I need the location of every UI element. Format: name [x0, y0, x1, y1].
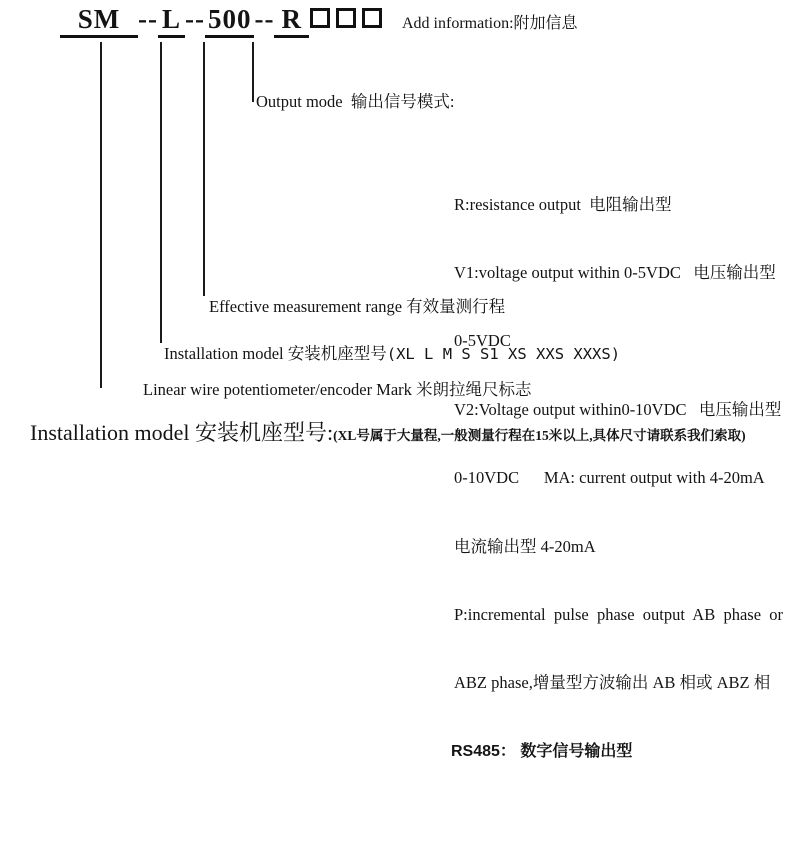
model-segment-500: 500	[205, 5, 255, 38]
add-info-squares	[310, 8, 382, 28]
footer-note: (XL号属于大量程,一般测量行程在15米以上,具体尺寸请联系我们索取)	[333, 428, 746, 443]
effective-range-label: Effective measurement range 有效量测行程	[209, 297, 506, 316]
connector-line-l	[160, 42, 162, 343]
output-mode-block	[252, 88, 783, 849]
output-option-ma-cont: 电流输出型 4-20mA	[454, 536, 596, 556]
brand-mark-label: Linear wire potentiometer/encoder Mark 米朗拉绳尺标志	[143, 380, 532, 399]
connector-line-500	[203, 42, 205, 296]
add-info-label: Add information:附加信息	[402, 15, 578, 32]
footer-note-row	[30, 416, 746, 447]
add-info-box-2-icon	[336, 8, 356, 28]
installation-model-codes: (XL L M S S1 XS XXS XXXS)	[386, 345, 621, 363]
output-mode-options	[451, 148, 784, 809]
footer-title: Installation model 安装机座型号:	[30, 420, 334, 445]
model-dash-2: --	[185, 4, 205, 34]
model-code-title	[60, 4, 309, 38]
output-option-rs485: RS485： 数字信号输出型	[451, 742, 633, 760]
output-option-ma: 0-10VDC MA: current output with 4-20mA	[454, 468, 765, 488]
output-option-v1-cont: 0-5VDC	[454, 331, 511, 351]
output-option-p: P:incremental pulse phase output AB phase or	[454, 604, 784, 624]
model-segment-sm: SM	[60, 5, 138, 38]
output-option-r: R:resistance output 电阻输出型	[454, 194, 672, 214]
model-segment-r: R	[274, 5, 309, 38]
installation-model-label	[164, 340, 620, 364]
add-info-box-3-icon	[362, 8, 382, 28]
output-mode-label: Output mode 输出信号模式:	[256, 92, 455, 111]
model-segment-l: L	[158, 5, 185, 38]
add-info-box-1-icon	[310, 8, 330, 28]
connector-line-sm	[100, 42, 102, 388]
installation-model-text: Installation model 安装机座型号	[164, 344, 387, 363]
output-option-p-cont: ABZ phase,增量型方波输出 AB 相或 ABZ 相	[454, 673, 771, 693]
output-option-v1: V1:voltage output within 0-5VDC 电压输出型	[454, 262, 776, 282]
model-dash-3: --	[254, 4, 275, 34]
model-dash-1: --	[138, 4, 158, 34]
output-option-v2: V2:Voltage output within0-10VDC 电压输出型	[454, 399, 782, 419]
